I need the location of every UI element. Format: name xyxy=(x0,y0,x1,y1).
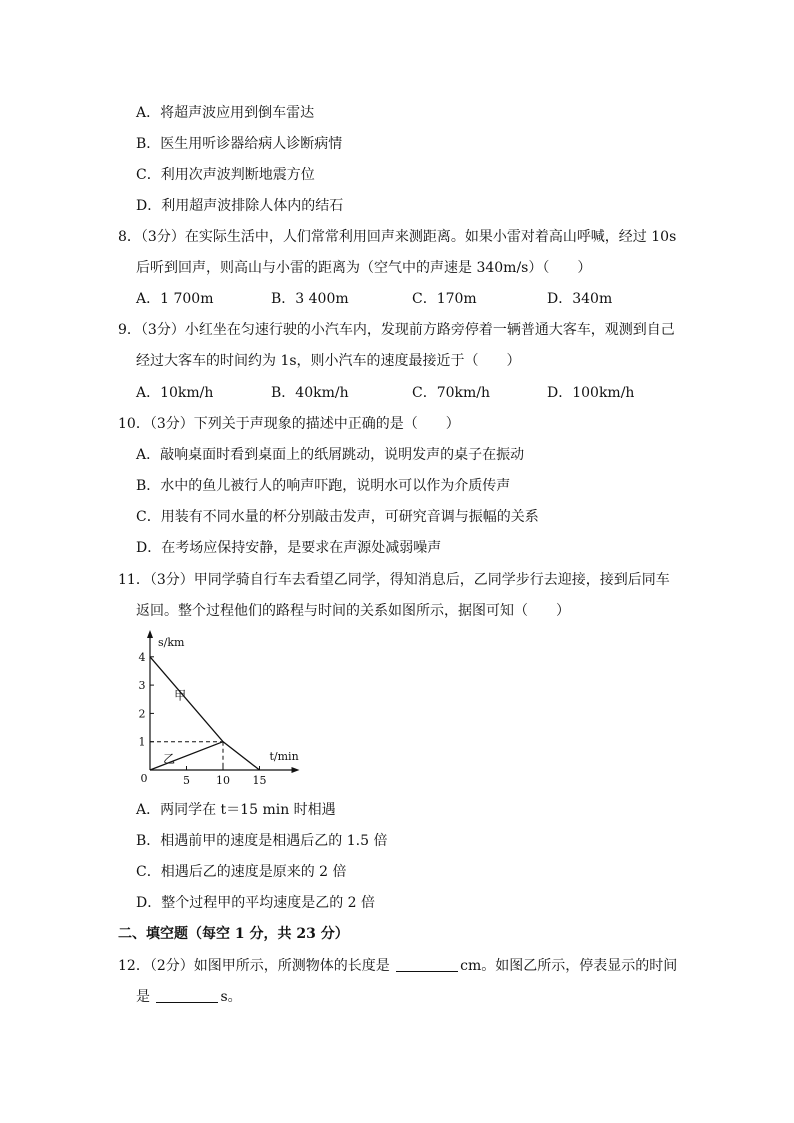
q11-option-c: C．相遇后乙的速度是原来的 2 倍 xyxy=(136,864,347,880)
q8-stem-line2: 后听到回声，则高山与小雷的距离为（空气中的声速是 340m/s）（ ） xyxy=(136,260,592,276)
q12-stem-line2 xyxy=(136,988,242,1006)
q11-option-d: D．整个过程甲的平均速度是乙的 2 倍 xyxy=(136,895,376,911)
y-axis-arrow xyxy=(147,630,153,638)
q9-stem-line1: 9．（3分）小红坐在匀速行驶的小汽车内，发现前方路旁停着一辆普通大客车，观测到自己 xyxy=(118,322,675,338)
q12-text-4: s。 xyxy=(220,989,242,1005)
q7-option-c: C．利用次声波判断地震方位 xyxy=(136,167,315,183)
q10-option-d: D．在考场应保持安静，是要求在声源处减弱噪声 xyxy=(136,540,442,556)
q11-stem-line2: 返回。整个过程他们的路程与时间的关系如图所示，据图可知（ ） xyxy=(136,603,570,619)
q9-option-c: C．70km/h xyxy=(412,385,491,401)
q12-text-2: cm。如图乙所示，停表显示的时间 xyxy=(460,958,678,974)
series-label-yi: 乙 xyxy=(163,751,176,766)
q8-option-a: A．1 700m xyxy=(136,291,214,307)
x-tick-label: 5 xyxy=(183,774,190,787)
q10-option-c: C．用装有不同水量的杯分别敲击发声，可研究音调与振幅的关系 xyxy=(136,509,539,525)
q11-option-b: B．相遇前甲的速度是相遇后乙的 1.5 倍 xyxy=(136,833,388,849)
q9-option-d: D．100km/h xyxy=(547,385,635,401)
x-tick-label: 15 xyxy=(252,774,267,787)
q11-option-a: A．两同学在 t＝15 min 时相遇 xyxy=(136,802,336,818)
q7-option-d: D．利用超声波排除人体内的结石 xyxy=(136,198,344,214)
q9-option-a: A．10km/h xyxy=(136,385,214,401)
q10-option-b: B．水中的鱼儿被行人的响声吓跑，说明水可以作为介质传声 xyxy=(136,478,511,494)
y-tick-label: 4 xyxy=(138,650,146,664)
q9-stem-line2: 经过大客车的时间约为 1s，则小汽车的速度最接近于（ ） xyxy=(136,353,521,369)
y-tick-label: 1 xyxy=(138,735,146,749)
distance-time-graph xyxy=(138,630,308,790)
q12-stem-line1 xyxy=(118,957,677,975)
x-tick-label: 10 xyxy=(216,774,230,787)
q8-option-c: C．170m xyxy=(412,291,477,307)
x-axis-label: t/min xyxy=(269,750,299,763)
q12-text-3: 是 xyxy=(136,989,155,1005)
q8-option-d: D．340m xyxy=(547,291,613,307)
q7-option-b: B．医生用听诊器给病人诊断病情 xyxy=(136,136,343,152)
q11-stem-line1: 11．（3分）甲同学骑自行车去看望乙同学，得知消息后，乙同学步行去迎接，接到后同车 xyxy=(118,572,670,588)
origin-label: 0 xyxy=(140,772,148,785)
q10-option-a: A．敲响桌面时看到桌面上的纸屑跳动，说明发声的桌子在振动 xyxy=(136,447,525,463)
y-tick-label: 2 xyxy=(138,707,146,721)
section-heading-fill-blank: 二、填空题（每空 1 分，共 23 分） xyxy=(118,926,349,942)
q7-option-a: A．将超声波应用到倒车雷达 xyxy=(136,105,315,121)
q12-blank-time[interactable] xyxy=(156,988,218,1003)
q12-blank-length[interactable] xyxy=(396,957,458,972)
q12-text-1: 12．（2分）如图甲所示，所测物体的长度是 xyxy=(118,958,395,974)
q10-stem: 10．（3分）下列关于声现象的描述中正确的是（ ） xyxy=(118,416,460,432)
q8-option-b: B．3 400m xyxy=(271,291,349,307)
graph-labels xyxy=(139,636,299,787)
y-axis-label: s/km xyxy=(158,636,185,649)
y-tick-label: 3 xyxy=(138,679,146,693)
series-line-yi xyxy=(150,742,223,770)
series-label-jia: 甲 xyxy=(174,688,187,703)
q9-option-b: B．40km/h xyxy=(271,385,349,401)
q8-stem-line1: 8．（3分）在实际生活中，人们常常利用回声来测距离。如果小雷对着高山呼喊，经过 10s xyxy=(118,229,677,245)
x-axis-arrow xyxy=(292,767,300,773)
